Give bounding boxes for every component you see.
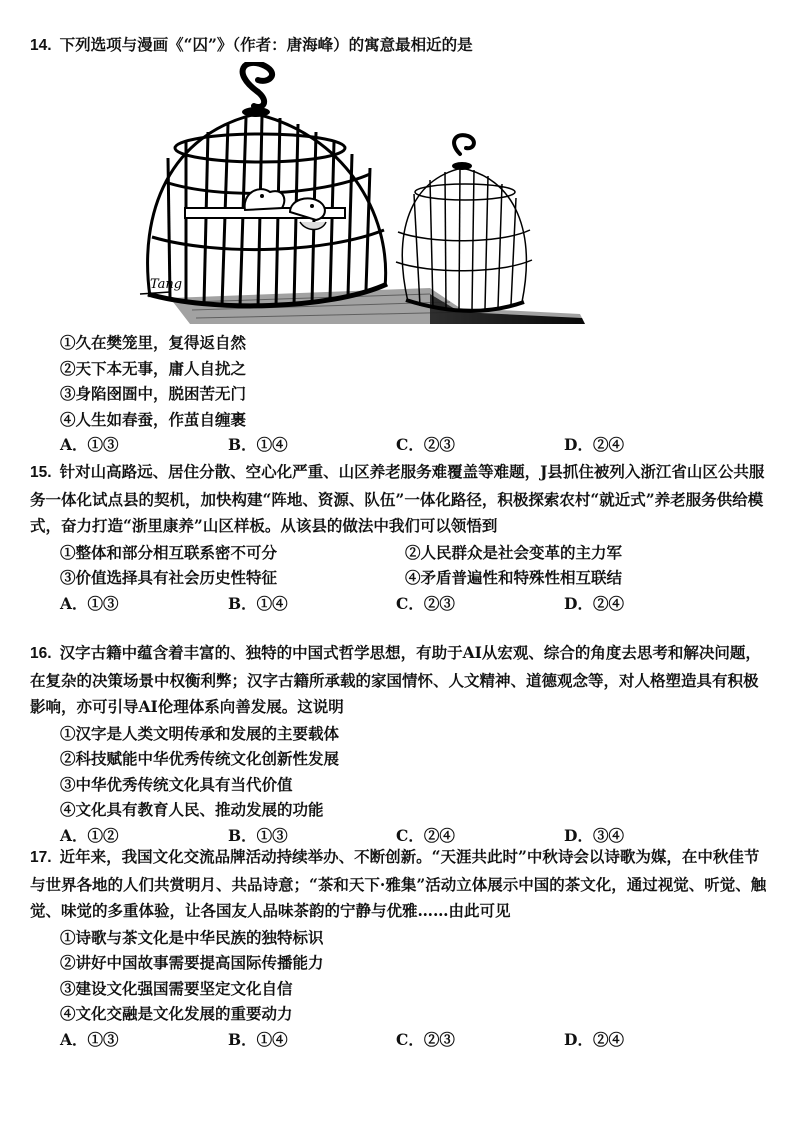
answer-options xyxy=(30,432,770,458)
statement-1: ①整体和部分相互联系密不可分 xyxy=(60,542,278,562)
statement-2: ②讲好中国故事需要提高国际传播能力 xyxy=(60,953,324,972)
question-14 xyxy=(30,32,770,60)
answer-options xyxy=(30,1027,770,1053)
birdcage-cartoon xyxy=(130,62,650,327)
option-c[interactable]: C．②④ xyxy=(396,825,455,845)
option-d[interactable]: D．②④ xyxy=(564,593,624,613)
cartoon-signature: Tang xyxy=(150,277,183,292)
statement-2: ②科技赋能中华优秀传统文化创新性发展 xyxy=(60,749,340,768)
question-text: 针对山高路远、居住分散、空心化严重、山区养老服务难覆盖等难题，J县抓住被列入浙江省山区公共服务一体化试点县的契机，加快构建“阵地、资源、队伍”一体化路径，积极探索农村“就近式”养老服务供给模式，奋力打造“浙里康养”山区样板。从该县的做法中我们可以领悟到 xyxy=(30,462,765,535)
statement-3: ③中华优秀传统文化具有当代价值 xyxy=(60,774,293,794)
question-stem xyxy=(30,844,770,925)
question-number: 17. xyxy=(30,849,52,866)
question-14-body xyxy=(30,330,770,458)
option-b[interactable]: B．①④ xyxy=(228,1029,288,1049)
statement-2: ②天下本无事，庸人自扰之 xyxy=(60,358,247,378)
option-b[interactable]: B．①④ xyxy=(228,435,288,454)
question-16 xyxy=(30,640,770,849)
statement-1: ①久在樊笼里，复得返自然 xyxy=(60,333,247,352)
option-b[interactable]: B．①④ xyxy=(228,593,288,613)
option-a[interactable]: A．①③ xyxy=(60,435,119,454)
large-cage-hook xyxy=(243,63,272,92)
option-c[interactable]: C．②③ xyxy=(396,435,455,454)
statement-2: ②人民群众是社会变革的主力军 xyxy=(405,542,623,562)
question-number: 16. xyxy=(30,645,52,662)
question-stem xyxy=(30,459,770,540)
option-a[interactable]: A．①③ xyxy=(60,1029,119,1049)
option-c[interactable]: C．②③ xyxy=(396,1029,455,1049)
question-text: 汉字古籍中蕴含着丰富的、独特的中国式哲学思想，有助于AI从宏观、综合的角度去思考和解决问题，在复杂的决策场景中权衡利弊；汉字古籍所承载的家国情怀、人文精神、道德观念等，对人格塑造具有积极影响，亦可引导AI伦理体系向善发展。这说明 xyxy=(30,643,761,716)
option-a[interactable]: A．①③ xyxy=(60,593,119,613)
statement-1: ①诗歌与茶文化是中华民族的独特标识 xyxy=(60,927,324,947)
option-d[interactable]: D．③④ xyxy=(564,825,624,845)
question-15 xyxy=(30,459,770,617)
option-d[interactable]: D．②④ xyxy=(564,1029,624,1049)
option-c[interactable]: C．②③ xyxy=(396,593,455,613)
statement-4: ④矛盾普遍性和特殊性相互联结 xyxy=(405,568,623,587)
statement-grid xyxy=(30,540,770,591)
answer-options xyxy=(30,591,770,617)
question-text: 近年来，我国文化交流品牌活动持续举办、不断创新。“天涯共此时”中秋诗会以诗歌为媒，在中秋佳节与世界各地的人们共赏明月、共品诗意；“茶和天下·雅集”活动立体展示中国的茶文化，通过视觉、听觉、触觉、味觉的多重体验，让各国友人品味茶韵的宁静与优雅……由此可见 xyxy=(30,847,767,920)
perched-birds xyxy=(185,189,345,229)
small-cage-hook xyxy=(454,135,474,154)
option-a[interactable]: A．①② xyxy=(60,825,119,845)
question-number: 15. xyxy=(30,464,52,481)
question-text: 下列选项与漫画《“囚”》（作者：唐海峰）的寓意最相近的是 xyxy=(59,35,473,54)
question-17 xyxy=(30,844,770,1053)
statement-3: ③价值选择具有社会历史性特征 xyxy=(60,568,278,587)
statement-3: ③建设文化强国需要坚定文化自信 xyxy=(60,978,293,998)
statement-4: ④文化交融是文化发展的重要动力 xyxy=(60,1004,293,1023)
option-d[interactable]: D．②④ xyxy=(564,435,624,454)
statement-1: ①汉字是人类文明传承和发展的主要载体 xyxy=(60,723,340,743)
statement-3: ③身陷囹圄中，脱困苦无门 xyxy=(60,384,247,403)
question-stem xyxy=(30,32,770,60)
question-number: 14. xyxy=(30,37,52,54)
statement-4: ④文化具有教育人民、推动发展的功能 xyxy=(60,800,324,819)
option-b[interactable]: B．①③ xyxy=(228,825,288,845)
statement-4: ④人生如春蚕，作茧自缠裹 xyxy=(60,409,247,429)
question-stem xyxy=(30,640,770,721)
